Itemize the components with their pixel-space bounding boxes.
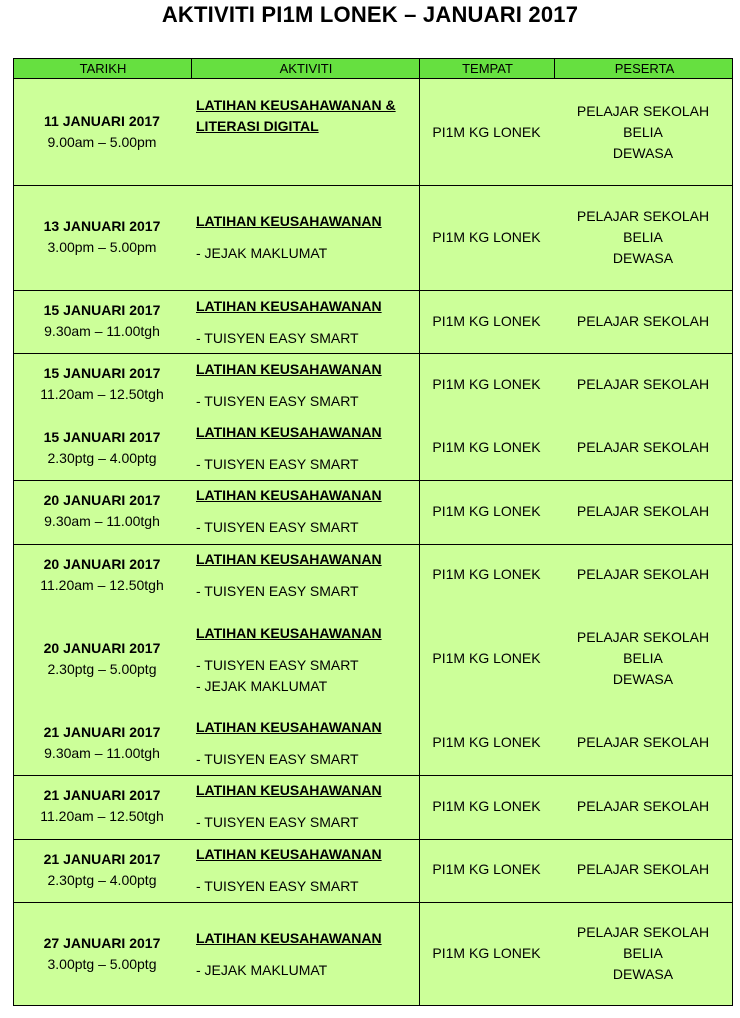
activity-title: LATIHAN KEUSAHAWANAN [196, 298, 382, 314]
date-text: 11 JANUARI 2017 [44, 113, 160, 129]
activity-item: - TUISYEN EASY SMART [196, 583, 359, 599]
activity-item: - JEJAK MAKLUMAT [196, 678, 328, 694]
date-text: 27 JANUARI 2017 [43, 935, 161, 951]
participants-cell [554, 564, 732, 585]
participant: BELIA [623, 229, 663, 245]
row-divider [13, 544, 733, 545]
schedule-table [13, 58, 733, 1006]
row-divider [13, 480, 733, 481]
participants-cell [554, 796, 732, 817]
date-cell [13, 849, 191, 891]
activity-cell [196, 717, 418, 770]
activity-title: LATIHAN KEUSAHAWANAN [196, 361, 382, 377]
page-title: AKTIVITI PI1M LONEK – JANUARI 2017 [161, 2, 579, 27]
date-text: 20 JANUARI 2017 [43, 640, 161, 656]
activity-title: LATIHAN KEUSAHAWANAN [196, 213, 382, 229]
date-cell [13, 427, 191, 469]
participants-cell [554, 206, 732, 269]
date-cell [13, 111, 191, 153]
activity-item: - TUISYEN EASY SMART [196, 519, 359, 535]
place-cell: PI1M KG LONEK [432, 503, 541, 519]
date-cell [13, 554, 191, 596]
participants-cell [554, 732, 732, 753]
date-text: 21 JANUARI 2017 [43, 851, 161, 867]
date-text: 20 JANUARI 2017 [43, 492, 161, 508]
participant: BELIA [623, 945, 663, 961]
time-text: 9.30am – 11.00tgh [44, 745, 160, 761]
place-cell: PI1M KG LONEK [432, 229, 541, 245]
participant: PELAJAR SEKOLAH [576, 208, 710, 224]
participants-cell [554, 311, 732, 332]
activity-item: - JEJAK MAKLUMAT [196, 962, 328, 978]
participant: PELAJAR SEKOLAH [576, 566, 710, 582]
date-text: 21 JANUARI 2017 [43, 724, 161, 740]
place-cell: PI1M KG LONEK [432, 945, 541, 961]
participants-cell [554, 627, 732, 690]
date-text: 21 JANUARI 2017 [43, 787, 161, 803]
participant: PELAJAR SEKOLAH [576, 861, 710, 877]
participants-cell [554, 437, 732, 458]
place-cell: PI1M KG LONEK [432, 439, 541, 455]
row-divider [13, 839, 733, 840]
date-text: 15 JANUARI 2017 [43, 302, 161, 318]
table-header [13, 58, 733, 79]
date-cell [13, 363, 191, 405]
row-divider [13, 902, 733, 903]
date-text: 15 JANUARI 2017 [43, 429, 161, 445]
column-divider [191, 58, 192, 79]
activity-cell [196, 928, 418, 981]
activity-title: LATIHAN KEUSAHAWANAN [196, 424, 382, 440]
date-text: 15 JANUARI 2017 [43, 365, 161, 381]
row-divider [13, 775, 733, 776]
row-divider [13, 185, 733, 186]
participant: PELAJAR SEKOLAH [576, 313, 710, 329]
activity-cell [196, 422, 418, 475]
participants-cell [554, 922, 732, 985]
activity-title: LATIHAN KEUSAHAWANAN [196, 719, 382, 735]
activity-item: - TUISYEN EASY SMART [196, 814, 359, 830]
row-divider [13, 290, 733, 291]
activity-item: - TUISYEN EASY SMART [196, 456, 359, 472]
date-cell [13, 490, 191, 532]
activity-item: - JEJAK MAKLUMAT [196, 245, 328, 261]
participants-cell [554, 374, 732, 395]
header-tarikh: TARIKH [79, 61, 127, 76]
place-cell: PI1M KG LONEK [432, 124, 541, 140]
place-cell: PI1M KG LONEK [432, 650, 541, 666]
date-cell [13, 216, 191, 258]
activity-item: - TUISYEN EASY SMART [196, 751, 359, 767]
row-divider [13, 353, 733, 354]
time-text: 11.20am – 12.50tgh [40, 386, 164, 402]
activity-cell [196, 485, 418, 538]
participants-cell [554, 501, 732, 522]
time-text: 3.00pm – 5.00pm [47, 239, 157, 255]
time-text: 9.30am – 11.00tgh [44, 513, 160, 529]
activity-cell [196, 211, 418, 264]
time-text: 9.00am – 5.00pm [47, 134, 157, 150]
participant: DEWASA [612, 250, 674, 266]
place-cell: PI1M KG LONEK [432, 734, 541, 750]
participant: PELAJAR SEKOLAH [576, 924, 710, 940]
activity-item: - TUISYEN EASY SMART [196, 657, 359, 673]
activity-title: LATIHAN KEUSAHAWANAN [196, 625, 382, 641]
activity-cell [196, 296, 418, 349]
date-cell [13, 785, 191, 827]
date-cell [13, 933, 191, 975]
place-cell: PI1M KG LONEK [432, 376, 541, 392]
activity-cell [196, 623, 418, 697]
time-text: 11.20am – 12.50tgh [40, 577, 164, 593]
participant: PELAJAR SEKOLAH [576, 103, 710, 119]
time-text: 9.30am – 11.00tgh [44, 323, 160, 339]
participant: PELAJAR SEKOLAH [576, 629, 710, 645]
activity-item: - TUISYEN EASY SMART [196, 330, 359, 346]
place-cell: PI1M KG LONEK [432, 861, 541, 877]
column-divider [554, 58, 555, 79]
activity-title: LATIHAN KEUSAHAWANAN [196, 782, 382, 798]
participant: PELAJAR SEKOLAH [576, 439, 710, 455]
date-cell [13, 722, 191, 764]
participant: DEWASA [612, 966, 674, 982]
place-cell: PI1M KG LONEK [432, 313, 541, 329]
header-tempat: TEMPAT [462, 61, 513, 76]
participant: BELIA [623, 124, 663, 140]
activity-title: LATIHAN KEUSAHAWANAN [196, 487, 382, 503]
activity-title: LATIHAN KEUSAHAWANAN & LITERASI DIGITAL [196, 97, 396, 134]
place-cell: PI1M KG LONEK [432, 798, 541, 814]
activity-cell [196, 844, 418, 897]
header-aktiviti: AKTIVITI [279, 61, 333, 76]
activity-cell [196, 549, 418, 602]
time-text: 2.30ptg – 4.00ptg [47, 872, 157, 888]
activity-title: LATIHAN KEUSAHAWANAN [196, 846, 382, 862]
participant: DEWASA [612, 145, 674, 161]
activity-item: - TUISYEN EASY SMART [196, 393, 359, 409]
header-peserta: PESERTA [614, 61, 675, 76]
date-cell [13, 300, 191, 342]
participant: DEWASA [612, 671, 674, 687]
time-text: 2.30ptg – 4.00ptg [47, 450, 157, 466]
participant: PELAJAR SEKOLAH [576, 798, 710, 814]
activity-item: - TUISYEN EASY SMART [196, 878, 359, 894]
activity-title: LATIHAN KEUSAHAWANAN [196, 930, 382, 946]
participants-cell [554, 101, 732, 164]
activity-title: LATIHAN KEUSAHAWANAN [196, 551, 382, 567]
place-cell: PI1M KG LONEK [432, 566, 541, 582]
date-cell [13, 638, 191, 680]
date-text: 20 JANUARI 2017 [43, 556, 161, 572]
time-text: 11.20am – 12.50tgh [40, 808, 164, 824]
participant: PELAJAR SEKOLAH [576, 503, 710, 519]
participants-cell [554, 859, 732, 880]
participant: PELAJAR SEKOLAH [576, 734, 710, 750]
activity-cell [196, 95, 418, 137]
participant: PELAJAR SEKOLAH [576, 376, 710, 392]
time-text: 3.00ptg – 5.00ptg [47, 956, 157, 972]
time-text: 2.30ptg – 5.00ptg [47, 661, 157, 677]
date-text: 13 JANUARI 2017 [43, 218, 161, 234]
activity-cell [196, 780, 418, 833]
participant: BELIA [623, 650, 663, 666]
activity-cell [196, 359, 418, 412]
